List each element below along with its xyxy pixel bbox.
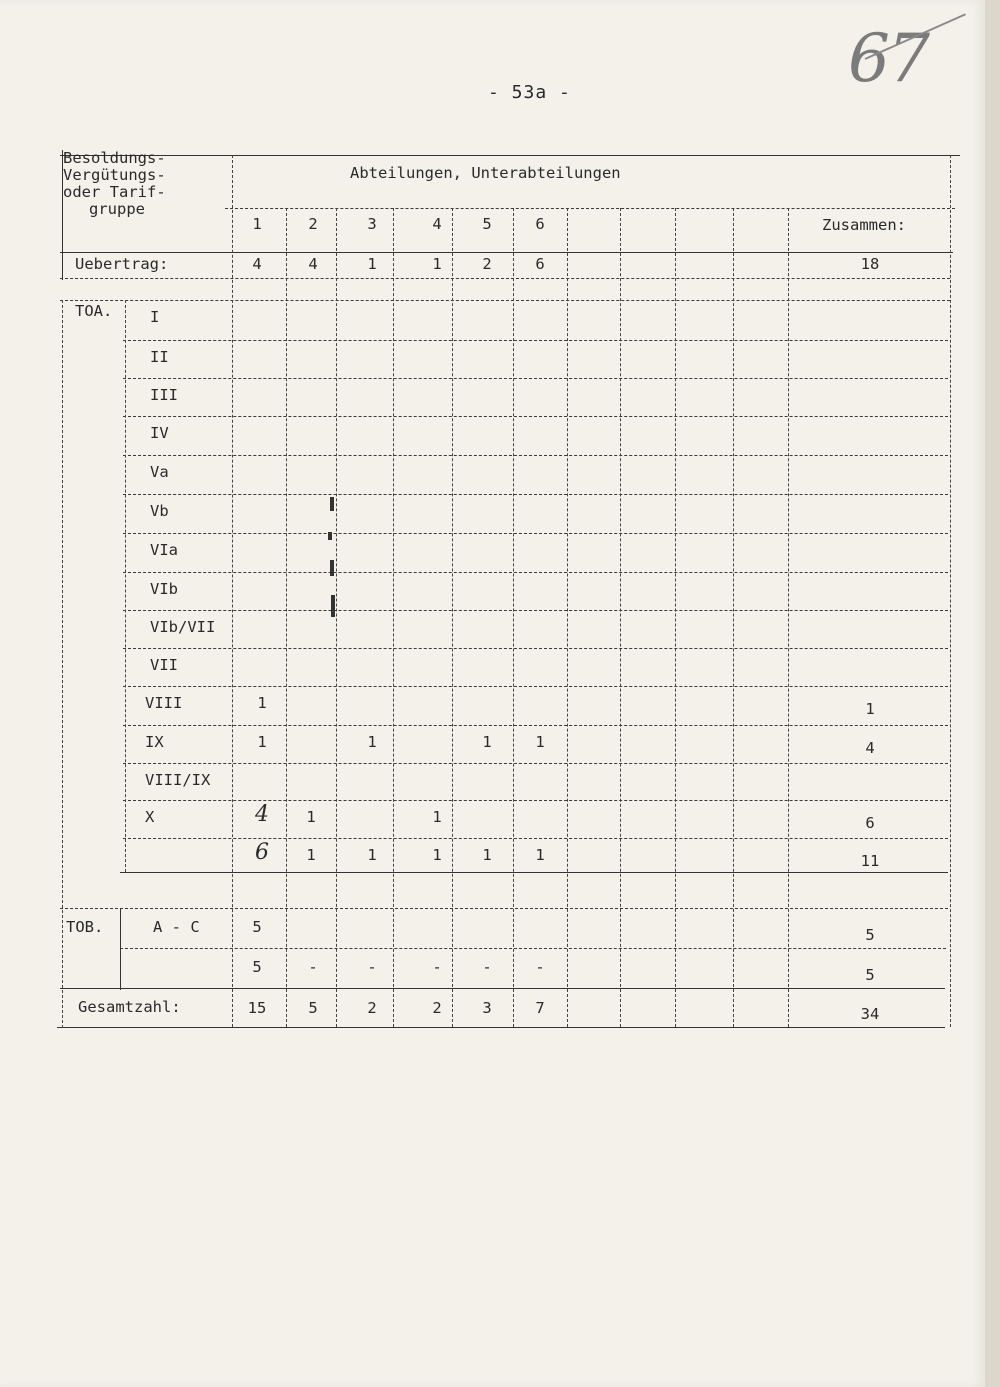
group-label-line: oder Tarif- xyxy=(63,183,166,201)
cell-value: 1 xyxy=(306,808,316,826)
toa-row-rule xyxy=(123,686,948,687)
row-total: 1 xyxy=(865,700,875,718)
toa-row-rule xyxy=(123,416,948,417)
toa-row-rule xyxy=(123,838,948,839)
cell-value: - xyxy=(308,958,318,976)
grand-total-value: 2 xyxy=(367,999,377,1017)
salary-group-label: VII xyxy=(150,656,178,674)
row-total: 6 xyxy=(865,814,875,832)
carry-over-label: Uebertrag: xyxy=(75,255,169,273)
cell-value: 5 xyxy=(252,958,262,976)
cell-value: 1 xyxy=(535,733,545,751)
salary-group-label: VIII/IX xyxy=(145,771,211,789)
column-separator xyxy=(950,155,951,1027)
cell-value: 1 xyxy=(432,808,442,826)
column-header: 3 xyxy=(367,215,377,233)
table-bottom-rule xyxy=(57,1027,945,1028)
tob-row-rule xyxy=(120,948,946,949)
toa-row-rule xyxy=(123,340,948,341)
toa-inner-border xyxy=(125,300,126,872)
toa-row-rule xyxy=(123,800,948,801)
grand-total-label: Gesamtzahl: xyxy=(78,998,181,1016)
cell-value: 1 xyxy=(535,846,545,864)
toa-top-rule xyxy=(60,300,950,301)
carry-over-value: 2 xyxy=(482,255,492,273)
column-separator xyxy=(788,208,789,1027)
carry-over-value: 1 xyxy=(432,255,442,273)
column-separator xyxy=(286,208,287,1027)
row-total: 11 xyxy=(860,852,880,870)
carry-over-value: 1 xyxy=(367,255,377,273)
salary-group-label: IX xyxy=(145,733,164,751)
toa-row-rule xyxy=(123,610,948,611)
cell-value: 1 xyxy=(257,733,267,751)
paper-edge xyxy=(985,0,1000,1387)
cell-value: 5 xyxy=(252,918,262,936)
cell-value: 6 xyxy=(255,840,269,865)
header-divider xyxy=(225,208,955,209)
toa-row-rule xyxy=(123,533,948,534)
group-label-line: Besoldungs- xyxy=(63,149,166,167)
column-separator xyxy=(675,208,676,1027)
carry-over-value: 4 xyxy=(308,255,318,273)
row-total: 5 xyxy=(865,966,875,984)
cell-value: 1 xyxy=(432,846,442,864)
grand-total-value: 7 xyxy=(535,999,545,1017)
toa-label: TOA. xyxy=(75,302,113,320)
cell-value: - xyxy=(482,958,492,976)
cell-value: 1 xyxy=(306,846,316,864)
toa-row-rule xyxy=(123,648,948,649)
salary-group-label: Va xyxy=(150,463,169,481)
grand-total-value: 3 xyxy=(482,999,492,1017)
total-column-header: Zusammen: xyxy=(822,216,906,234)
cell-value: 1 xyxy=(482,846,492,864)
cell-value: - xyxy=(432,958,442,976)
toa-row-rule xyxy=(123,763,948,764)
grand-total-value: 5 xyxy=(308,999,318,1017)
column-separator xyxy=(733,208,734,1027)
cell-value: 1 xyxy=(257,694,267,712)
column-separator xyxy=(567,208,568,1027)
cell-value: 1 xyxy=(482,733,492,751)
group-label-line: Vergütungs- xyxy=(63,166,166,184)
salary-group-label: A - C xyxy=(153,918,200,936)
column-header: 2 xyxy=(308,215,318,233)
cell-value: - xyxy=(367,958,377,976)
grand-total: 34 xyxy=(860,1005,880,1023)
top-rule xyxy=(60,155,960,156)
carry-over-value: 6 xyxy=(535,255,545,273)
ink-mark xyxy=(331,595,335,617)
group-label-line: gruppe xyxy=(89,200,145,218)
column-separator xyxy=(620,208,621,1027)
salary-group-label: VIb xyxy=(150,580,178,598)
column-header: 1 xyxy=(252,215,262,233)
departments-title: Abteilungen, Unterabteilungen xyxy=(350,164,621,182)
grand-total-value: 15 xyxy=(247,999,267,1017)
salary-group-label: IV xyxy=(150,424,169,442)
column-separator xyxy=(232,155,233,1027)
left-border-body xyxy=(62,300,63,1028)
column-separator xyxy=(336,208,337,1027)
column-separator xyxy=(513,208,514,1027)
row-total: 4 xyxy=(865,739,875,757)
toa-bottom-rule xyxy=(120,872,948,873)
handwritten-page-number: 67 xyxy=(848,20,928,97)
column-separator xyxy=(452,208,453,1027)
header-bottom-rule xyxy=(60,252,953,253)
salary-group-label: I xyxy=(150,308,160,326)
tob-top-rule xyxy=(60,908,948,909)
toa-row-rule xyxy=(123,572,948,573)
column-header: 6 xyxy=(535,215,545,233)
cell-value: 1 xyxy=(367,846,377,864)
carry-over-total: 18 xyxy=(860,255,880,273)
salary-group-label: VIb/VII xyxy=(150,618,216,636)
cell-value: 4 xyxy=(255,802,269,827)
tob-inner-border xyxy=(120,908,121,990)
column-header: 4 xyxy=(432,215,442,233)
salary-group-label: VIa xyxy=(150,541,178,559)
ink-mark xyxy=(330,560,334,576)
salary-group-label: X xyxy=(145,808,155,826)
grand-total-value: 2 xyxy=(432,999,442,1017)
tob-bottom-rule xyxy=(60,988,945,989)
salary-group-label: II xyxy=(150,348,169,366)
salary-group-label: III xyxy=(150,386,178,404)
cell-value: 1 xyxy=(367,733,377,751)
carry-over-bottom-rule xyxy=(60,278,950,279)
toa-row-rule xyxy=(123,494,948,495)
ink-mark xyxy=(328,532,332,540)
cell-value: - xyxy=(535,958,545,976)
salary-group-label: VIII xyxy=(145,694,183,712)
tob-label: TOB. xyxy=(66,918,104,936)
row-total: 5 xyxy=(865,926,875,944)
column-header: 5 xyxy=(482,215,492,233)
toa-row-rule xyxy=(123,378,948,379)
ink-mark xyxy=(330,497,334,511)
toa-row-rule xyxy=(123,455,948,456)
salary-group-label: Vb xyxy=(150,502,169,520)
page-number: - 53a - xyxy=(488,82,571,103)
column-separator xyxy=(393,208,394,1027)
carry-over-value: 4 xyxy=(252,255,262,273)
toa-row-rule xyxy=(123,725,948,726)
